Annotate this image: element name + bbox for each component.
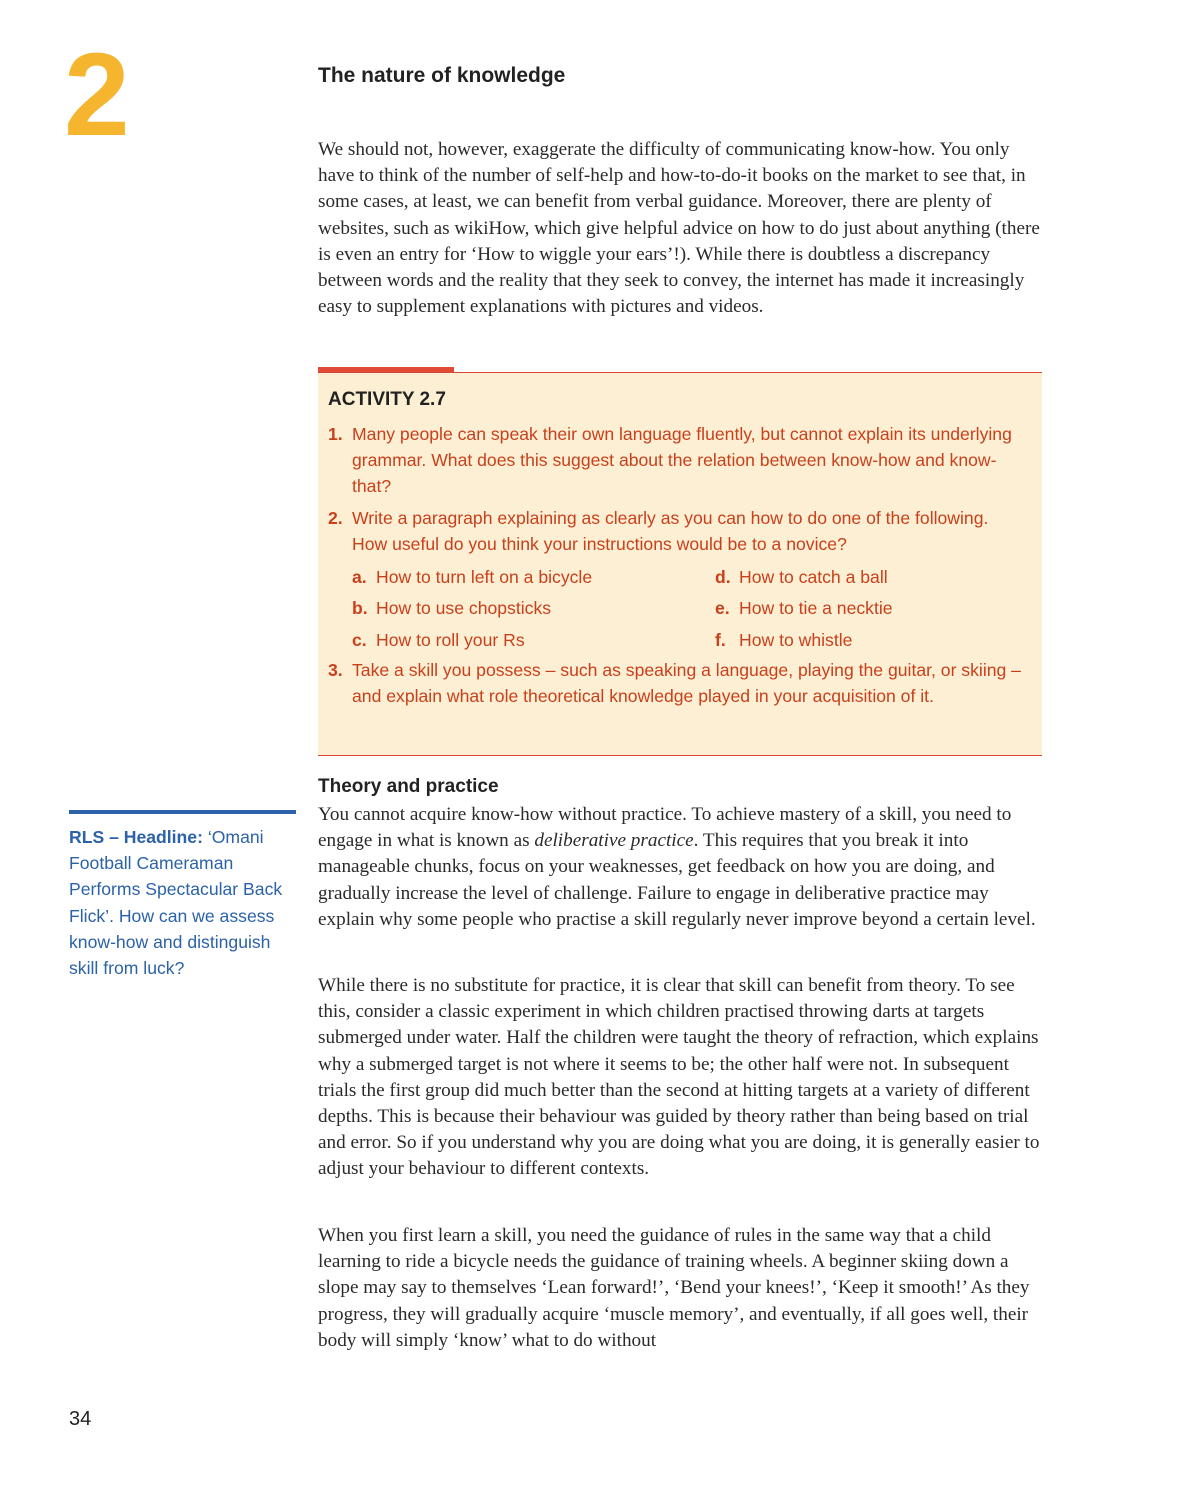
subitem-letter: f. [715, 630, 726, 650]
paragraph-text: . This requires that you break it into manageable chunks, focus on your weaknesses, get feedback on how you are doing, and gradually increase the level of challenge. Failure to engage in deliberative practice may explain why some people who practise a skill regularly never improve beyond a certain level. [318, 830, 1036, 930]
subitem-letter: e. [715, 598, 730, 618]
activity-item-number: 1. [328, 424, 343, 444]
section-paragraph-1 [318, 802, 1046, 933]
activity-item-text: Write a paragraph explaining as clearly as you can how to do one of the following. How useful do you think your instructions would be to a novice? [352, 508, 989, 555]
subitem-letter: c. [352, 630, 367, 650]
emphasis-term: deliberative practice [534, 830, 694, 852]
activity-subitem-b [352, 595, 551, 621]
subitem-text: How to roll your Rs [376, 630, 525, 650]
activity-item-3 [328, 657, 1028, 709]
subitem-text: How to turn left on a bicycle [376, 567, 593, 587]
subitem-letter: a. [352, 567, 367, 587]
chapter-title: The nature of knowledge [318, 64, 566, 87]
sidebar-label: RLS – Headline: [69, 827, 203, 847]
intro-paragraph: We should not, however, exaggerate the difficulty of communicating know-how. You only have to think of the number of self-help and how-to-do-it books on the market to see that, in some cases, at least, we can benefit from verbal guidance. Moreover, there are plenty of websites, such as wikiHow, which give helpful advice on how to do just about anything (there is even an entry for ‘How to wiggle your ears’!). While there is doubtless a discrepancy between words and the reality that they seek to convey, the internet has made it increasingly easy to supplement explanations with pictures and videos. [318, 139, 1040, 318]
section-heading: Theory and practice [318, 776, 499, 797]
activity-item-text: Many people can speak their own language fluently, but cannot explain its underlying grammar. What does this suggest about the relation between know-how and know-that? [352, 424, 1012, 497]
subitem-letter: d. [715, 567, 731, 587]
subitem-letter: b. [352, 598, 368, 618]
section-paragraph-3: When you first learn a skill, you need the guidance of rules in the same way that a child learning to ride a bicycle needs the guidance of training wheels. A beginner skiing down a slope may say to themselves ‘Lean forward!’, ‘Bend your knees!’, ‘Keep it smooth!’ As they progress, they will gradually acquire ‘muscle memory’, and eventually, if all goes well, their body will simply ‘know’ what to do without [318, 1225, 1030, 1351]
activity-item-number: 2. [328, 508, 343, 528]
section-paragraph-2: While there is no substitute for practice, it is clear that skill can benefit from theory. To see this, consider a classic experiment in which children practised throwing darts at targets submerged under water. Half the children were taught the theory of refraction, which explains why a submerged target is not where it seems to be; the other half were not. In subsequent trials the first group did much better than the second at hitting targets at a variety of different depths. This is because their behaviour was guided by theory rather than being based on trial and error. So if you understand why you are doing what you are doing, it is generally easier to adjust your behaviour to different contexts. [318, 975, 1040, 1180]
sidebar-text: ‘Omani Football Cameraman Performs Spectacular Back Flick’. How can we assess know-how and distinguish skill from luck? [69, 827, 283, 979]
activity-title: ACTIVITY 2.7 [328, 389, 446, 410]
page-number: 34 [69, 1408, 92, 1430]
chapter-number: 2 [64, 29, 130, 161]
activity-subitem-e [715, 595, 893, 621]
activity-item-1 [328, 421, 1028, 500]
sidebar-rule [69, 810, 296, 814]
activity-subitem-c [352, 627, 525, 653]
activity-item-text: Take a skill you possess – such as speaking a language, playing the guitar, or skiing – and explain what role theoretical knowledge played in your acquisition of it. [352, 660, 1021, 707]
activity-subitem-d [715, 564, 888, 590]
sidebar-note [69, 824, 284, 981]
paragraph-text: You cannot acquire know-how without practice. To achieve mastery of a skill, you need to engage in what is known as [318, 804, 1012, 852]
subitem-text: How to use chopsticks [376, 598, 552, 618]
activity-item-2 [328, 505, 1028, 557]
activity-box [318, 372, 1042, 756]
activity-subitem-a [352, 564, 592, 590]
subitem-text: How to whistle [739, 630, 853, 650]
subitem-text: How to tie a necktie [739, 598, 893, 618]
subitem-text: How to catch a ball [739, 567, 888, 587]
activity-item-number: 3. [328, 660, 343, 680]
activity-subitem-f [715, 627, 852, 653]
